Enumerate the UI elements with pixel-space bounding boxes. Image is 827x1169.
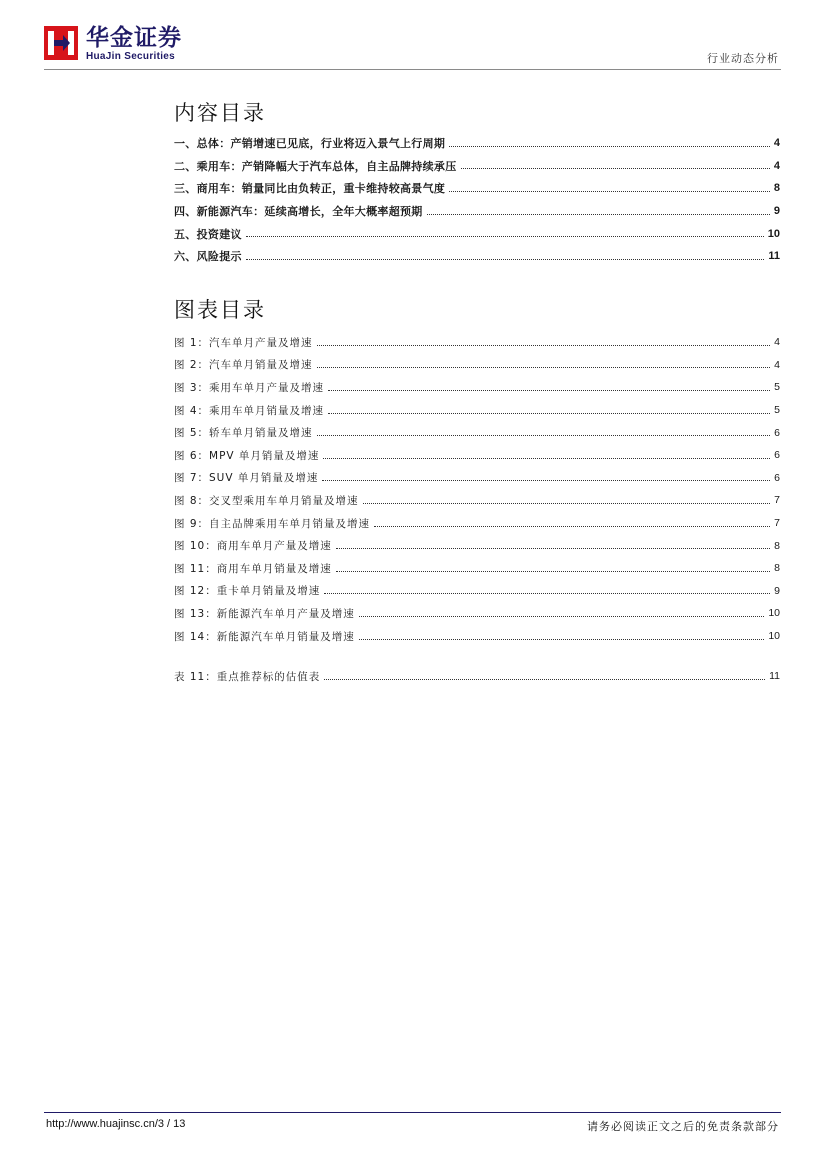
- figure-entry-page: 4: [774, 336, 780, 349]
- dot-leader: [374, 526, 770, 527]
- figure-entry-label: 图 4：乘用车单月销量及增速: [174, 404, 325, 417]
- table-entry-label: 表 11：重点推荐标的估值表: [174, 670, 321, 683]
- figure-entry-label: 图 11：商用车单月销量及增速: [174, 562, 332, 575]
- figure-entry[interactable]: [174, 467, 780, 490]
- figure-entry-page: 6: [774, 471, 780, 484]
- figure-entry-label: 图 10：商用车单月产量及增速: [174, 540, 332, 553]
- figure-entry[interactable]: [174, 489, 780, 512]
- website-url-link[interactable]: http://www.huajinsc.cn/3 / 13: [46, 1118, 186, 1130]
- figure-entry[interactable]: [174, 602, 780, 625]
- toc-entry-page: 4: [773, 159, 780, 172]
- toc-entry[interactable]: [174, 155, 780, 178]
- figure-entry-page: 7: [774, 494, 780, 507]
- page-header: [44, 24, 781, 70]
- toc-entry-label: 三、商用车：销量同比由负转正，重卡维持较高景气度: [174, 182, 446, 196]
- toc-entry[interactable]: [174, 132, 780, 155]
- dot-leader: [322, 480, 770, 481]
- figure-entry[interactable]: [174, 376, 780, 399]
- toc-title: 内容目录: [174, 101, 266, 125]
- toc-entry-label: 一、总体：产销增速已见底，行业将迈入景气上行周期: [174, 137, 446, 151]
- figure-entry-label: 图 12：重卡单月销量及增速: [174, 585, 321, 598]
- figure-entry[interactable]: [174, 421, 780, 444]
- huajin-logo-icon: [44, 26, 78, 60]
- dot-leader: [336, 571, 770, 572]
- toc-entry-label: 五、投资建议: [174, 227, 242, 241]
- toc-entry[interactable]: [174, 245, 780, 268]
- toc-entry[interactable]: [174, 177, 780, 200]
- dot-leader: [328, 413, 770, 414]
- figure-entry-page: 4: [774, 358, 780, 371]
- toc-entry-label: 二、乘用车：产销降幅大于汽车总体，自主品牌持续承压: [174, 159, 457, 173]
- dot-leader: [324, 593, 770, 594]
- figure-entry-label: 图 9：自主品牌乘用车单月销量及增速: [174, 517, 371, 530]
- toc-entry[interactable]: [174, 200, 780, 223]
- dot-leader: [317, 367, 771, 368]
- figure-entry[interactable]: [174, 580, 780, 603]
- figure-entry-page: 8: [774, 562, 780, 575]
- dot-leader: [246, 259, 765, 260]
- figure-entry-label: 图 6：MPV 单月销量及增速: [174, 449, 320, 462]
- figure-entry[interactable]: [174, 331, 780, 354]
- figure-entry[interactable]: [174, 399, 780, 422]
- figure-entry-label: 图 7：SUV 单月销量及增速: [174, 472, 319, 485]
- dot-leader: [359, 639, 765, 640]
- toc-entry-label: 四、新能源汽车：延续高增长，全年大概率超预期: [174, 205, 423, 219]
- table-entry[interactable]: [174, 665, 780, 688]
- figure-entry-label: 图 2：汽车单月销量及增速: [174, 359, 313, 372]
- dot-leader: [323, 458, 770, 459]
- toc-entry-page: 4: [773, 137, 780, 150]
- figure-entry-label: 图 14：新能源汽车单月销量及增速: [174, 630, 355, 643]
- figure-entry-label: 图 1：汽车单月产量及增速: [174, 336, 313, 349]
- brand-name-cn: 华金证券: [86, 25, 182, 51]
- figure-entry-page: 8: [774, 539, 780, 552]
- dot-leader: [336, 548, 770, 549]
- dot-leader: [449, 146, 770, 147]
- toc-entry[interactable]: [174, 222, 780, 245]
- dot-leader: [461, 168, 770, 169]
- dot-leader: [328, 390, 770, 391]
- toc-entry-page: 9: [773, 205, 780, 218]
- list-of-figures: [174, 331, 780, 647]
- list-of-tables: [174, 665, 780, 688]
- toc-entry-page: 8: [773, 182, 780, 195]
- document-type: 行业动态分析: [707, 52, 779, 65]
- figure-entry-label: 图 5：轿车单月销量及增速: [174, 427, 313, 440]
- figure-entry-label: 图 3：乘用车单月产量及增速: [174, 381, 325, 394]
- table-of-contents: [174, 132, 780, 268]
- dot-leader: [246, 236, 764, 237]
- page-footer: [44, 1112, 781, 1133]
- dot-leader: [317, 345, 771, 346]
- toc-entry-page: 10: [767, 227, 780, 240]
- figure-entry-page: 5: [774, 381, 780, 394]
- figure-entry-page: 6: [774, 449, 780, 462]
- figure-entry[interactable]: [174, 557, 780, 580]
- figure-entry[interactable]: [174, 512, 780, 535]
- figure-entry[interactable]: [174, 625, 780, 648]
- toc-entry-label: 六、风险提示: [174, 250, 242, 264]
- table-entry-page: 11: [769, 670, 780, 683]
- figure-entry-page: 7: [774, 517, 780, 530]
- dot-leader: [363, 503, 771, 504]
- figure-entry[interactable]: [174, 444, 780, 467]
- dot-leader: [359, 616, 765, 617]
- figure-entry[interactable]: [174, 354, 780, 377]
- figure-entry-page: 9: [774, 584, 780, 597]
- dot-leader: [427, 214, 770, 215]
- figures-title: 图表目录: [174, 298, 266, 322]
- figure-entry[interactable]: [174, 534, 780, 557]
- figure-entry-label: 图 8：交叉型乘用车单月销量及增速: [174, 494, 359, 507]
- disclaimer-note: 请务必阅读正文之后的免责条款部分: [587, 1120, 779, 1133]
- dot-leader: [317, 435, 771, 436]
- figure-entry-page: 6: [774, 426, 780, 439]
- dot-leader: [449, 191, 770, 192]
- brand-name-en: HuaJin Securities: [86, 51, 176, 62]
- figure-entry-page: 5: [774, 404, 780, 417]
- figure-entry-page: 10: [768, 630, 780, 643]
- dot-leader: [324, 679, 765, 680]
- figure-entry-page: 10: [768, 607, 780, 620]
- figure-entry-label: 图 13：新能源汽车单月产量及增速: [174, 607, 355, 620]
- toc-entry-page: 11: [768, 250, 780, 263]
